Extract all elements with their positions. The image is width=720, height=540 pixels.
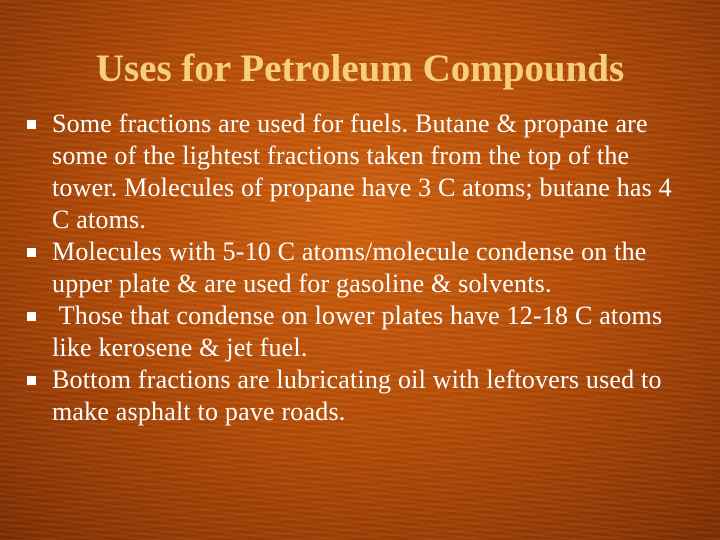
bullet-text: Molecules with 5-10 C atoms/molecule condense on the upper plate & are used for gasoline & solvents. — [52, 237, 647, 298]
bullet-item — [0, 108, 720, 236]
square-bullet-icon — [27, 248, 36, 257]
bullet-item — [0, 300, 720, 364]
square-bullet-icon — [27, 120, 36, 129]
square-bullet-icon — [27, 312, 36, 321]
bullet-text: Bottom fractions are lubricating oil with leftovers used to make asphalt to pave roads. — [52, 365, 662, 426]
bullet-list — [0, 108, 720, 428]
bullet-item — [0, 364, 720, 428]
slide-title: Uses for Petroleum Compounds — [95, 47, 625, 90]
bullet-text: Those that condense on lower plates have 12-18 C atoms like kerosene & jet fuel. — [52, 301, 670, 362]
bullet-item — [0, 236, 720, 300]
bullet-text: Some fractions are used for fuels. Butane & propane are some of the lightest fractions taken from the top of the tower. Molecules of propane have 3 C atoms; butane has 4 C atoms. — [52, 109, 672, 234]
square-bullet-icon — [27, 376, 36, 385]
